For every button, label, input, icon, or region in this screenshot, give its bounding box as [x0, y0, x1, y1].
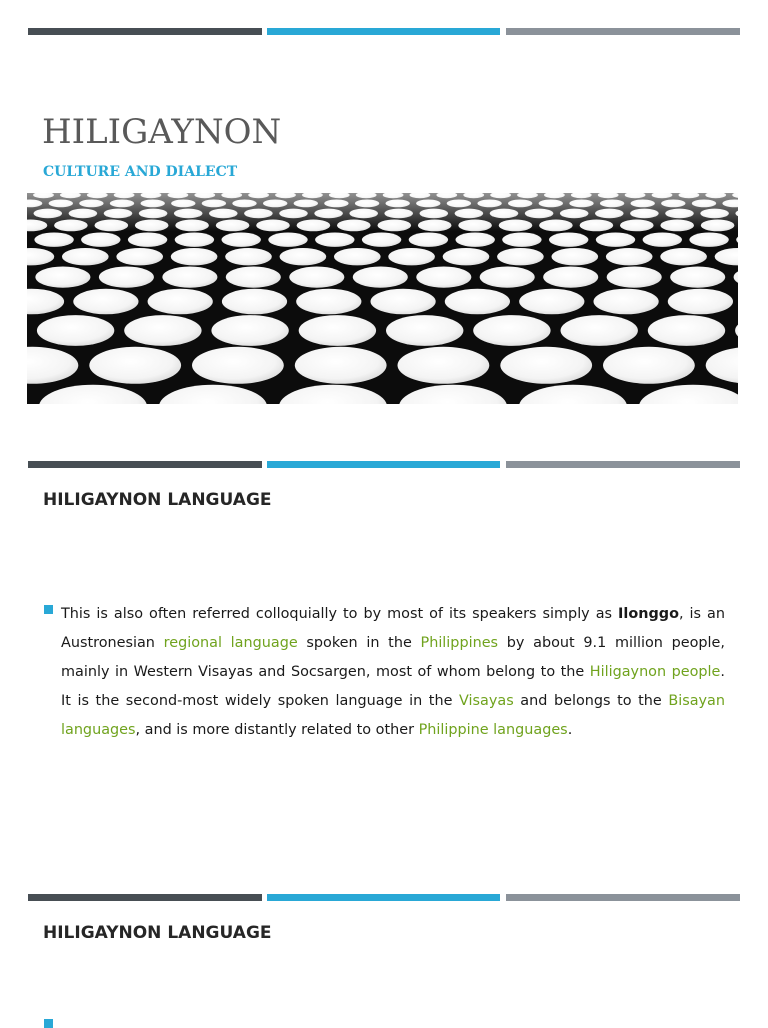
paragraph-text: This is also often referred colloquially to by most of its speakers simply as — [61, 606, 619, 622]
bar-segment-gray — [506, 461, 740, 468]
slide-1-top-bar — [28, 28, 740, 35]
page-subtitle: CULTURE AND DIALECT — [43, 164, 238, 180]
page-title: HILIGAYNON — [42, 112, 282, 152]
paragraph-text: . It is the second-most widely spoken language in the — [61, 664, 725, 709]
body-paragraph — [61, 600, 725, 745]
inline-link[interactable]: regional language — [163, 635, 298, 651]
bar-segment-blue — [267, 28, 500, 35]
square-bullet-icon — [44, 605, 53, 614]
section-heading: HILIGAYNON LANGUAGE — [43, 490, 272, 510]
inline-link[interactable]: Philippine languages — [418, 722, 568, 738]
paragraph-text: and belongs to the — [513, 693, 669, 709]
paragraph-text: . — [567, 722, 573, 738]
bar-segment-gray — [506, 28, 740, 35]
inline-link[interactable]: Hiligaynon people — [589, 664, 721, 680]
section-heading: HILIGAYNON LANGUAGE — [43, 923, 272, 943]
inline-link[interactable]: Philippines — [420, 635, 499, 651]
bar-segment-blue — [267, 461, 500, 468]
inline-link[interactable]: Bisayan languages — [61, 693, 725, 738]
paragraph-text: , is an Austronesian — [61, 606, 725, 651]
slide-3-top-bar — [28, 894, 740, 901]
slide-2-top-bar — [28, 461, 740, 468]
abstract-white-circles-image — [27, 193, 738, 404]
bold-term: Ilonggo — [618, 606, 679, 622]
paragraph-text: , and is more distantly related to other — [135, 722, 419, 738]
paragraph-text: spoken in the — [297, 635, 421, 651]
bar-segment-dark — [28, 894, 262, 901]
bar-segment-dark — [28, 461, 262, 468]
inline-link[interactable]: Visayas — [459, 693, 514, 709]
bar-segment-blue — [267, 894, 500, 901]
bar-segment-dark — [28, 28, 262, 35]
paragraph-text: by about 9.1 million people, mainly in Western Visayas and Socsargen, most of whom belong to the — [61, 635, 725, 680]
bar-segment-gray — [506, 894, 740, 901]
